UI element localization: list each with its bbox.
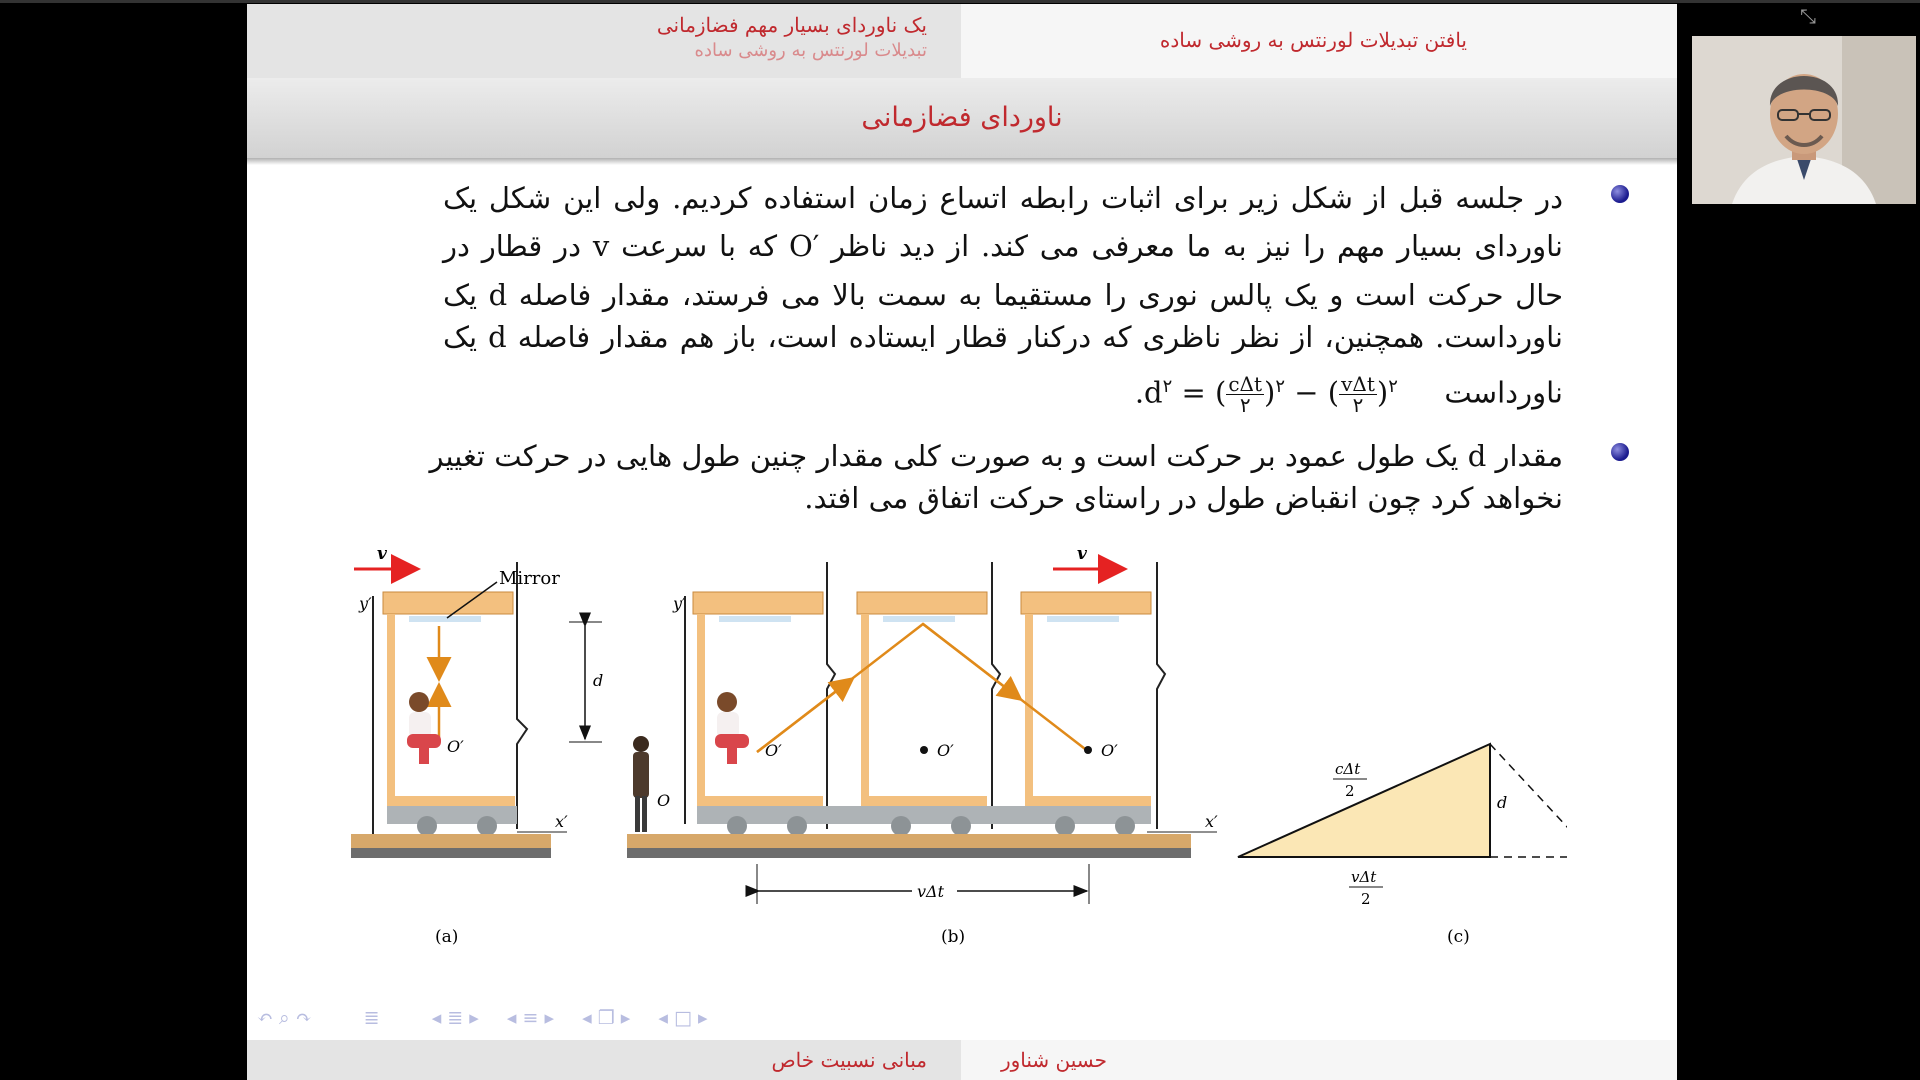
panel-c-hyp-den: 2 bbox=[1345, 782, 1355, 800]
prev-frame-icon[interactable]: ◂ bbox=[582, 1007, 592, 1029]
frac-2-den: ۲ bbox=[1352, 393, 1364, 418]
redo-icon[interactable]: ↷ bbox=[295, 1007, 312, 1029]
panel-b-ground-observer-label: O bbox=[657, 791, 671, 810]
panel-a-d-label: d bbox=[593, 671, 604, 690]
next-section-icon[interactable]: ▸ bbox=[469, 1007, 479, 1029]
bullet-2-text bbox=[429, 431, 1563, 523]
header-right-panel bbox=[961, 4, 1677, 78]
formula-close-2: ) bbox=[1376, 375, 1389, 410]
header-subsection-title[interactable]: تبدیلات لورنتس به روشی ساده bbox=[694, 40, 927, 61]
search-icon[interactable]: ⌕ bbox=[278, 1007, 290, 1029]
bullet-1-line-1: در جلسه قبل از شکل زیر برای اثبات رابطه اتساع زمان استفاده کردیم. ولی این شکل یک bbox=[443, 181, 1563, 215]
panel-a-caption: (a) bbox=[435, 927, 459, 947]
presentation-slide bbox=[247, 4, 1677, 1080]
panel-c-caption: (c) bbox=[1447, 927, 1470, 947]
bullet-1-last-word: ناورداست bbox=[1444, 375, 1563, 410]
section-icon[interactable]: ≣ bbox=[447, 1007, 464, 1029]
panel-a-y-axis-label: y′ bbox=[359, 594, 372, 613]
slide-footer bbox=[247, 1040, 1677, 1080]
subsection-icon[interactable]: ≡ bbox=[522, 1007, 539, 1029]
footer-left-panel bbox=[247, 1040, 961, 1080]
formula-sup-3: ۲ bbox=[1388, 376, 1398, 397]
bullet-point-2 bbox=[1611, 443, 1629, 461]
header-left-panel bbox=[247, 4, 961, 78]
frac-2-num: vΔt bbox=[1341, 372, 1375, 397]
next-frame-icon[interactable]: ▸ bbox=[620, 1007, 631, 1029]
bullet-1-line-2: ناوردای بسیار مهم را نیز به ما معرفی می کند. از دید ناظر ′O که با سرعت v در قطار در bbox=[443, 229, 1564, 263]
formula-frac-1 bbox=[1226, 372, 1264, 418]
panel-c bbox=[1238, 744, 1567, 947]
prev-slide-icon[interactable]: ◂ bbox=[658, 1007, 668, 1029]
beamer-navigation bbox=[257, 1007, 708, 1029]
bullet-2-line-2: نخواهد کرد چون انقباض طول در راستای حرکت اتفاق می افتد. bbox=[804, 481, 1563, 515]
formula-close-1: ) bbox=[1264, 375, 1276, 410]
panel-b-x-axis-label: x′ bbox=[1205, 812, 1218, 831]
exit-fullscreen-icon[interactable]: ⤡ bbox=[1800, 4, 1816, 28]
panel-b-y-axis-label: y′ bbox=[673, 594, 686, 613]
panel-c-base-num: vΔt bbox=[1351, 868, 1377, 886]
panel-c-d-label: d bbox=[1497, 793, 1508, 812]
header-presentation-title[interactable]: یافتن تبدیلات لورنتس به روشی ساده bbox=[1159, 28, 1467, 52]
slide-icon[interactable]: □ bbox=[674, 1007, 692, 1029]
formula-minus: − ( bbox=[1285, 375, 1340, 410]
footer-course-title: مبانی نسبیت خاص bbox=[771, 1048, 927, 1072]
bullet-1-text bbox=[443, 173, 1564, 418]
frame-icon[interactable]: ❐ bbox=[597, 1007, 615, 1029]
prev-subsection-icon[interactable]: ◂ bbox=[506, 1007, 517, 1029]
next-subsection-icon[interactable]: ▸ bbox=[544, 1007, 554, 1029]
formula-lhs: .d bbox=[1134, 375, 1163, 410]
mirror-label: Mirror bbox=[499, 568, 560, 589]
header-section-title[interactable]: یک ناوردای بسیار مهم فضازمانی bbox=[656, 13, 927, 37]
formula-frac-2 bbox=[1339, 372, 1377, 418]
panel-a bbox=[351, 544, 603, 947]
bullet-point-1 bbox=[1611, 185, 1629, 203]
undo-icon[interactable]: ↶ bbox=[257, 1007, 273, 1029]
footer-author: حسین شناور bbox=[1000, 1048, 1107, 1072]
spacetime-interval-formula bbox=[1135, 360, 1398, 420]
slide-header bbox=[247, 4, 1677, 78]
ground-observer bbox=[633, 736, 649, 832]
prev-section-icon[interactable]: ◂ bbox=[431, 1007, 442, 1029]
formula-sup-1: ۲ bbox=[1162, 376, 1173, 397]
light-clock-figure bbox=[347, 534, 1567, 964]
panel-b-observer-1-label: O′ bbox=[765, 741, 782, 760]
outline-icon[interactable]: ≣ bbox=[363, 1007, 380, 1029]
next-slide-icon[interactable]: ▸ bbox=[698, 1007, 708, 1029]
frame-title-bar bbox=[247, 78, 1677, 158]
bullet-1-line-5 bbox=[443, 360, 1563, 418]
formula-sup-2: ۲ bbox=[1275, 376, 1286, 397]
presenter-video bbox=[1692, 36, 1916, 204]
frac-1-num: cΔt bbox=[1228, 372, 1263, 397]
bullet-2-line-1: مقدار d یک طول عمود بر حرکت است و به صورت کلی مقدار چنین طول هایی در حرکت تغییر bbox=[429, 439, 1563, 473]
panel-a-x-axis-label: x′ bbox=[555, 812, 568, 831]
observer-in-train-a bbox=[407, 692, 441, 764]
bullet-1-line-4: ناورداست. همچنین، از نظر ناظری که درکنار قطار ایستاده است، باز هم مقدار فاصله d یک bbox=[443, 320, 1563, 354]
formula-eq: = ( bbox=[1172, 375, 1227, 410]
frame-title: ناوردای فضازمانی bbox=[861, 102, 1063, 133]
panel-b bbox=[627, 544, 1218, 947]
frac-1-den: ۲ bbox=[1239, 393, 1251, 418]
observer-in-train-b bbox=[715, 692, 749, 764]
panel-b-observer-3-label: O′ bbox=[1101, 741, 1118, 760]
footer-right-panel bbox=[961, 1040, 1677, 1080]
panel-b-distance-label: vΔt bbox=[917, 882, 945, 901]
panel-a-velocity-label: v bbox=[377, 544, 387, 564]
presenter-webcam bbox=[1692, 36, 1916, 204]
panel-c-hyp-num: cΔt bbox=[1335, 760, 1361, 778]
panel-b-velocity-label: v bbox=[1077, 544, 1087, 564]
panel-b-observer-2-label: O′ bbox=[937, 741, 954, 760]
panel-c-base-den: 2 bbox=[1361, 890, 1371, 908]
top-bar bbox=[0, 0, 1920, 3]
panel-a-observer-label: O′ bbox=[447, 737, 464, 756]
bullet-1-line-3: حال حرکت است و یک پالس نوری را مستقیما به سمت بالا می فرستد، مقدار فاصله d یک bbox=[443, 278, 1564, 312]
title-shadow bbox=[247, 158, 1677, 165]
panel-b-caption: (b) bbox=[941, 927, 966, 947]
